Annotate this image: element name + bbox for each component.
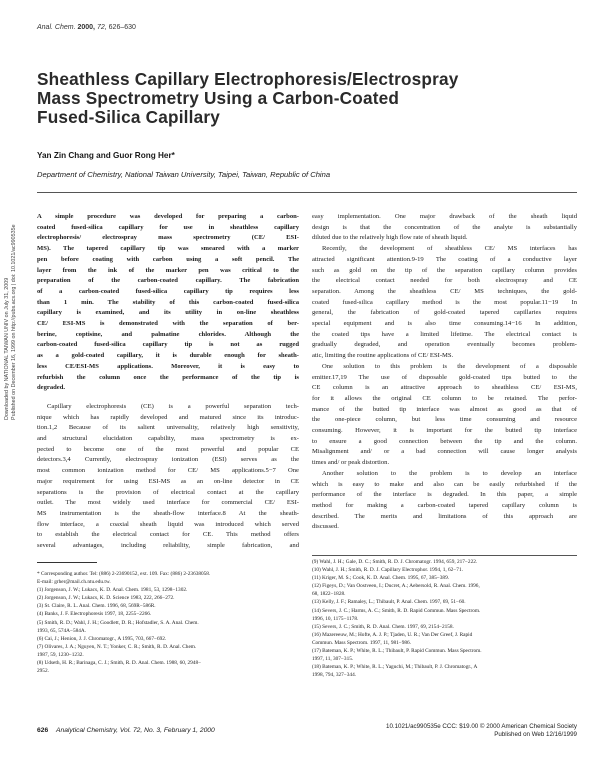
page-number: 626 bbox=[37, 727, 49, 734]
text-line: several advantages, including reliability, simple fabrication, and bbox=[37, 542, 299, 550]
text-line: (18) Bateman, K. P.; White, R. L.; Yaguchi, M.; Thibault, P. J. Chromatogr., A bbox=[312, 664, 478, 671]
text-line: Recently, the development of sheathless CE/ MS interfaces has bbox=[322, 245, 577, 253]
text-line: emitter.17,19 The use of disposable gold-coated tips butted to the bbox=[312, 373, 577, 381]
text-line: (12) Figeys, D.; Van Oostveen, I.; Ducret, A.; Aebersold, R. Anal. Chem. 1996, bbox=[312, 583, 480, 590]
text-line: less CE/ESI-MS applications. Moreover, it is easy to bbox=[37, 362, 299, 370]
watermark-line: Published on December 16, 1999 on http://pubs.acs.org | doi: 10.1021/ac990535e bbox=[11, 224, 17, 420]
text-line: 2952. bbox=[37, 668, 49, 675]
right-column bbox=[312, 212, 577, 533]
text-line: which is easy to make and also can be easily refurbished if the bbox=[312, 480, 577, 488]
footnotes-left bbox=[37, 570, 299, 675]
journal-issue: Analytical Chemistry, Vol. 72, No. 3, February 1, 2000 bbox=[56, 727, 215, 734]
text-line: 1987, 59, 1230−1232. bbox=[37, 651, 84, 658]
watermark-line: Downloaded by NATIONAL TAIWAN UNIV on July 31, 2009 bbox=[4, 277, 10, 420]
text-line: outlet. The most widely used interface for commercial CE/ ESI- bbox=[37, 499, 299, 507]
text-line: method for making a carbon-coated tapered capillary column is bbox=[312, 501, 577, 509]
publication-info bbox=[312, 723, 577, 739]
text-line: capillary is examined, and its utility in on-line sheathless bbox=[37, 309, 299, 317]
text-line: Commun. Mass Spectrom. 1997, 11, 981−986. bbox=[312, 639, 412, 646]
footnotes-right bbox=[312, 558, 577, 679]
text-line: E-mail: grher@mail.ch.ntu.edu.tw. bbox=[37, 579, 111, 586]
text-line: major requirement for using ESI-MS as an on-line detector in CE bbox=[37, 477, 299, 485]
text-line: (4) Banks, J. F. Electrophoresis 1997, 18, 2255−2266. bbox=[37, 611, 152, 618]
references-divider bbox=[312, 555, 577, 556]
text-line: (2) Jorgenson, J. W.; Lukacs, K. D. Science 1983, 222, 266−272. bbox=[37, 595, 175, 602]
text-line: (5) Smith, R. D.; Wahl, J. H.; Goodlett, D. R.; Hofstadler, S. A. Anal. Chem. bbox=[37, 619, 199, 626]
text-line: gradually degraded, and operation eventually becomes problem- bbox=[312, 341, 577, 349]
text-line: special equipment and is also time consuming.14−16 In addition, bbox=[312, 320, 577, 328]
text-line: separations is the provision of electrical contact at the capillary bbox=[37, 488, 299, 496]
text-line: (16) Mazereeuw, M.; Hofte, A. J. P.; Tjaden, U. R.; Van Der Greef, J. Rapid bbox=[312, 631, 473, 638]
text-line: performance of the interface is degraded. In this paper, a simple bbox=[312, 491, 577, 499]
text-line: coated fused-silica capillary method is the most popular.11−19 In bbox=[312, 298, 577, 306]
text-line: 1993, 65, 574A−584A. bbox=[37, 627, 87, 634]
text-line: (9) Wahl, J. H.; Gale, D. C.; Smith, R. D. J. Chromatogr. 1994, 659, 217−222. bbox=[312, 559, 478, 565]
text-line: CE/ ESI-MS is demonstrated with the separation of ber- bbox=[37, 320, 299, 328]
text-line: times and/ or peak distortion. bbox=[312, 459, 390, 467]
text-line: * Corresponding author. Tel: (886) 2-23690152, ext. 109. Fax: (886) 2-23638058. bbox=[37, 571, 211, 577]
text-line: layer from the ink of the marker pen was critical to the bbox=[37, 266, 299, 274]
text-line: discussed. bbox=[312, 523, 339, 531]
journal-year: 2000, bbox=[77, 24, 96, 31]
journal-citation bbox=[37, 24, 136, 31]
text-line: (11) Kriger, M. S.; Cook, K. D. Anal. Chem. 1995, 67, 385−389. bbox=[312, 575, 450, 582]
text-line: described. The merits and limitations of this approach are bbox=[312, 512, 577, 520]
text-line: most common ionization method for CE/ MS applications.5−7 One bbox=[37, 467, 299, 475]
text-line: atic, limiting the routine applications of CE/ ESI-MS. bbox=[312, 352, 454, 360]
text-line: preparation of the carbon-coated capillary. The fabrication bbox=[37, 277, 299, 285]
text-line: as a gold-coated capillary, it is durable enough for sheath- bbox=[37, 352, 299, 360]
text-line: berine, coptisine, and palmatine chlorides. Although the bbox=[37, 330, 299, 338]
text-line: CE column is an attractive approach to sheathless CE/ ESI-MS, bbox=[312, 384, 577, 392]
journal-name: Anal. Chem. bbox=[37, 24, 76, 31]
text-line: design is that the concentration of the analyte is substantially bbox=[312, 223, 577, 231]
text-line: to ensure a good connection between the tip and the column. bbox=[312, 437, 577, 445]
text-line: (14) Severs, J. C.; Harms, A. C.; Smith, R. D. Rapid Commun. Mass Spectrom. bbox=[312, 607, 481, 614]
footnote-divider bbox=[37, 562, 97, 563]
text-line: carbon-coated fused-silica capillary tip is not as rugged bbox=[37, 341, 299, 349]
text-line: attracted significant attention.9-19 The coating of a conductive layer bbox=[312, 255, 577, 263]
text-line: (13) Kelly, J. F.; Ramaley, L.; Thibault, P. Anal. Chem. 1997, 69, 51−60. bbox=[312, 599, 466, 606]
text-line: (6) Cai, J.; Henion, J. J. Chromatogr., A 1995, 703, 667−692. bbox=[37, 635, 167, 642]
title-line: Sheathless Capillary Electrophoresis/Electrospray bbox=[37, 69, 459, 89]
text-line: (17) Bateman, K. P.; White, R. L.; Thibault, P. Rapid Commun. Mass Spectrom. bbox=[312, 648, 482, 655]
journal-pages: 626–630 bbox=[108, 24, 136, 31]
text-line: MS). The tapered capillary tip was smeared with a marker bbox=[37, 245, 299, 253]
text-line: separation. Among the sheathless CE/ MS techniques, the gold- bbox=[312, 287, 577, 295]
text-line: Another solution to the problem is to develop an interface bbox=[322, 469, 577, 477]
left-column bbox=[37, 212, 299, 552]
text-line: Capillary electrophoresis (CE) is a powerful separation tech- bbox=[47, 402, 299, 410]
title-line: Mass Spectrometry Using a Carbon-Coated bbox=[37, 88, 400, 108]
text-line: (10) Wahl, J. H.; Smith, R. D. J. Capillary Electrophor. 1994, 1, 62−71. bbox=[312, 567, 463, 574]
text-line: mance of the butted tip interface was almost as good as that of bbox=[312, 405, 577, 413]
text-line: the electrical contact needed for both electrospray and CE bbox=[312, 277, 577, 285]
text-line: Misalignment and/ or a bad connection will cause longer analysis bbox=[312, 448, 577, 456]
text-line: than 1 min. The stability of this carbon-coated fused-silica bbox=[37, 298, 299, 306]
text-line: general, the fabrication of gold-coated tapered capillaries requires bbox=[312, 309, 577, 317]
text-line: nique which has rapidly developed and matured since its introduc- bbox=[37, 413, 299, 421]
text-line: diluted due to the relatively high flow rate of sheath liquid. bbox=[312, 234, 468, 242]
text-line: (7) Olivares, J. A.; Nguyen, N. T.; Yonker, C. R.; Smith, R. D. Anal. Chem. bbox=[37, 643, 197, 650]
download-watermark bbox=[4, 224, 26, 420]
text-line: to establish the electrical contact for CE. This method offers bbox=[37, 531, 299, 539]
text-line: (3) St. Claire, R. L. Anal. Chem. 1996, 68, 569R−586R. bbox=[37, 603, 156, 610]
text-line: 68, 1822−1828. bbox=[312, 591, 346, 598]
text-line: tion.1,2 Because of its salient universality, relatively high sensitivity, bbox=[37, 424, 299, 432]
text-line: 1998, 794, 327−344. bbox=[312, 672, 357, 679]
text-line: (8) Udseth, H. R.; Barinaga, C. J.; Smith, R. D. Anal. Chem. 1988, 60, 2948− bbox=[37, 660, 202, 667]
text-line: 1997, 11, 307−315. bbox=[312, 656, 354, 663]
text-line: MS instrumentation is the sheath-flow interface.8 At the sheath- bbox=[37, 509, 299, 517]
text-line: consuming. However, it is important for the butted tip interface bbox=[312, 427, 577, 435]
journal-volume: 72, bbox=[96, 24, 107, 31]
text-line: of a carbon-coated fused-silica capillary tip requires less bbox=[37, 287, 299, 295]
text-line: 1996, 10, 1175−1178. bbox=[312, 615, 359, 622]
published-line: Published on Web 12/16/1999 bbox=[494, 731, 577, 738]
text-line: such as gold on the tip of the separation capillary column provides bbox=[312, 266, 577, 274]
doi-line: 10.1021/ac990535e CCC: $19.00 © 2000 American Chemical Society bbox=[386, 723, 577, 730]
affiliation: Department of Chemistry, National Taiwan University, Taipei, Taiwan, Republic of China bbox=[37, 170, 331, 179]
header-divider bbox=[37, 192, 577, 193]
text-line: flow interface, a coaxial sheath liquid was introduced which served bbox=[37, 520, 299, 528]
text-line: (15) Severs, J. C.; Smith, R. D. Anal. Chem. 1997, 69, 2154−2158. bbox=[312, 623, 454, 630]
text-line: pen before coating with carbon using a soft pencil. The bbox=[37, 255, 299, 263]
text-line: detectors.3,4 Currently, electrospray ionization (ESI) serves as the bbox=[37, 456, 299, 464]
intro-text bbox=[37, 402, 299, 552]
author-list: Yan Zin Chang and Guor Rong Her* bbox=[37, 151, 175, 160]
text-line: the one-piece column, but less time consuming and resource bbox=[312, 416, 577, 424]
text-line: the coated tips have a limited lifetime. The electrical contact is bbox=[312, 330, 577, 338]
abstract bbox=[37, 212, 299, 394]
text-line: easy implementation. One major drawback of the sheath liquid bbox=[312, 213, 577, 220]
text-line: electrophoresis/ electrospray mass spectrometry (CE/ ESI- bbox=[37, 234, 299, 242]
text-line: One solution to this problem is the development of a disposable bbox=[322, 362, 577, 370]
text-line: A simple procedure was developed for preparing a carbon- bbox=[37, 213, 299, 220]
text-line: refurbish the column once the performance of the tip is bbox=[37, 373, 299, 381]
text-line: pected to become one of the most powerful and popular CE bbox=[37, 445, 299, 453]
text-line: degraded. bbox=[37, 384, 66, 392]
text-line: and structural elucidation capability, mass spectrometry is ex- bbox=[37, 435, 299, 443]
paper-title bbox=[37, 70, 577, 127]
page-footer bbox=[37, 727, 215, 734]
text-line: coated fused-silica capillary for use in sheathless capillary bbox=[37, 223, 299, 231]
text-line: for it allows the original CE column to be retained. The perfor- bbox=[312, 394, 577, 402]
text-line: (1) Jorgenson, J. W.; Lukacs, K. D. Anal. Chem. 1981, 53, 1298−1302. bbox=[37, 587, 188, 594]
title-line: Fused-Silica Capillary bbox=[37, 107, 221, 127]
